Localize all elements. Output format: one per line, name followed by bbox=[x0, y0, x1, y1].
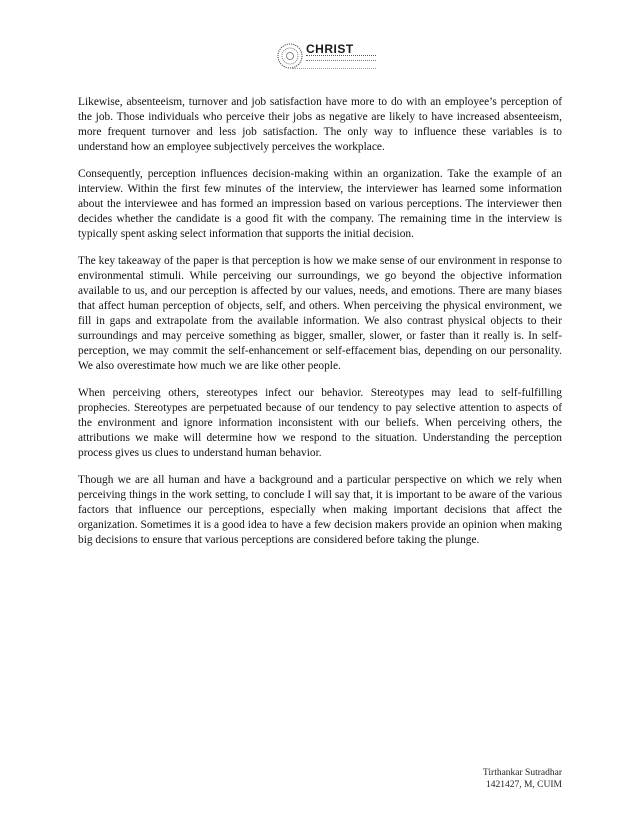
paragraph: Likewise, absenteeism, turnover and job satisfaction have more to do with an employee’s perception of the job. Those individuals who perceive their jobs as negative are likely to have increased absenteeism, more frequent turnover and less job satisfaction. The only way to influence these variables is to understand how an employee subjectively perceives the workplace. bbox=[78, 96, 562, 153]
author-name: Tirthankar Sutradhar bbox=[482, 768, 562, 778]
document-body bbox=[78, 95, 562, 560]
paragraph: When perceiving others, stereotypes infect our behavior. Stereotypes may lead to self-fulfilling prophecies. Stereotypes are perpetuated because of our tendency to pay selective attention to aspects of the environment and ignore information inconsistent with our beliefs. When perceiving others, the attributions we make will determine how we respond to the situation. Understanding the perception process gives us clues to understand human behavior. bbox=[78, 387, 562, 459]
paragraph: Though we are all human and have a background and a particular perspective on which we rely when perceiving things in the work setting, to conclude I will say that, it is important to be aware of the various factors that influence our perceptions, especially when making important decisions that affect the organization. Sometimes it is a good idea to have a few decision makers provide an opinion when making big decisions to ensure that various perceptions are considered before taking the plunge. bbox=[78, 474, 562, 546]
paragraph: Consequently, perception influences decision-making within an organization. Take the example of an interview. Within the first few minutes of the interview, the interviewer has learned some information about the interviewee and has formed an impression based on various perceptions. The interviewer then decides whether the candidate is a good fit with the company. The remaining time in the interview is typically spent asking select information that supports the initial decision. bbox=[78, 168, 562, 240]
logo-subtext-line bbox=[306, 55, 376, 59]
logo-wordmark: CHRIST bbox=[306, 42, 354, 56]
university-logo bbox=[268, 40, 388, 74]
page-footer bbox=[483, 767, 562, 791]
university-seal-icon bbox=[276, 42, 304, 70]
paragraph: The key takeaway of the paper is that perception is how we make sense of our environment in response to environmental stimuli. While perceiving our surroundings, we go beyond the objective information available to us, and our perception is affected by our values, needs, and emotions. There are many biases that affect human perception of objects, self, and others. When perceiving the physical environment, we fill in gaps and extrapolate from the available information. We also contrast physical objects to their surroundings and may perceive something as bigger, smaller, slower, or faster than it really is. In self-perception, we may commit the self-enhancement or self-effacement bias, depending on our personality. We also overestimate how much we are like other people. bbox=[78, 255, 562, 372]
logo-tagline-line bbox=[292, 68, 376, 71]
author-id: 1421427, M, CUIM bbox=[485, 780, 562, 790]
logo-subtext-line bbox=[306, 60, 376, 64]
